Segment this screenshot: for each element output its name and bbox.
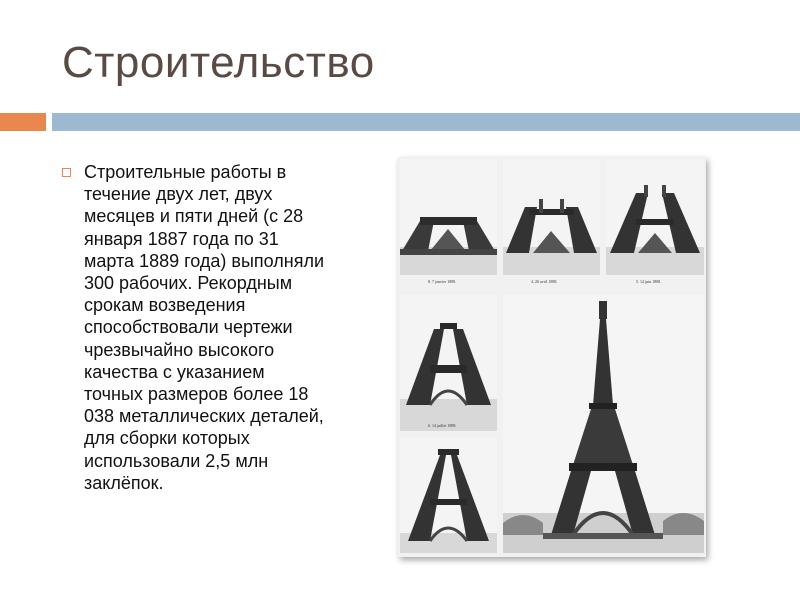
body-paragraph: Строительные работы в течение двух лет, двух месяцев и пяти дней (с 28 января 1887 года по 31 марта 1889 года) выполняли 300 рабочих. Рекордным срокам возведения способствовали чертежи чрезвычайно высокого качества с указанием точных размеров более 18 038 металлических деталей, для сборки которых использовали 2,5 млн заклёпок. — [84, 162, 325, 493]
photo-completed-tower — [503, 295, 704, 553]
accent-bar-orange — [0, 113, 46, 131]
photo-stage-5 — [400, 437, 497, 553]
photo-caption-2: 4. 20 avril 1888. — [531, 279, 558, 284]
photo-stage-2 — [503, 159, 600, 275]
bullet-square-icon — [62, 168, 71, 177]
construction-photo-collage — [398, 157, 706, 557]
photo-caption-4: 6. 14 juillet 1888. — [428, 423, 457, 428]
photo-stage-4 — [400, 295, 497, 431]
photo-caption-3: 5. 14 juin 1888. — [636, 279, 662, 284]
photo-stage-1 — [400, 159, 497, 275]
accent-bar-blue — [52, 113, 800, 131]
slide-title: Строительство — [62, 38, 375, 87]
photo-caption-1: 8. 7 janvier 1888. — [428, 279, 457, 284]
photo-stage-3 — [606, 159, 704, 275]
